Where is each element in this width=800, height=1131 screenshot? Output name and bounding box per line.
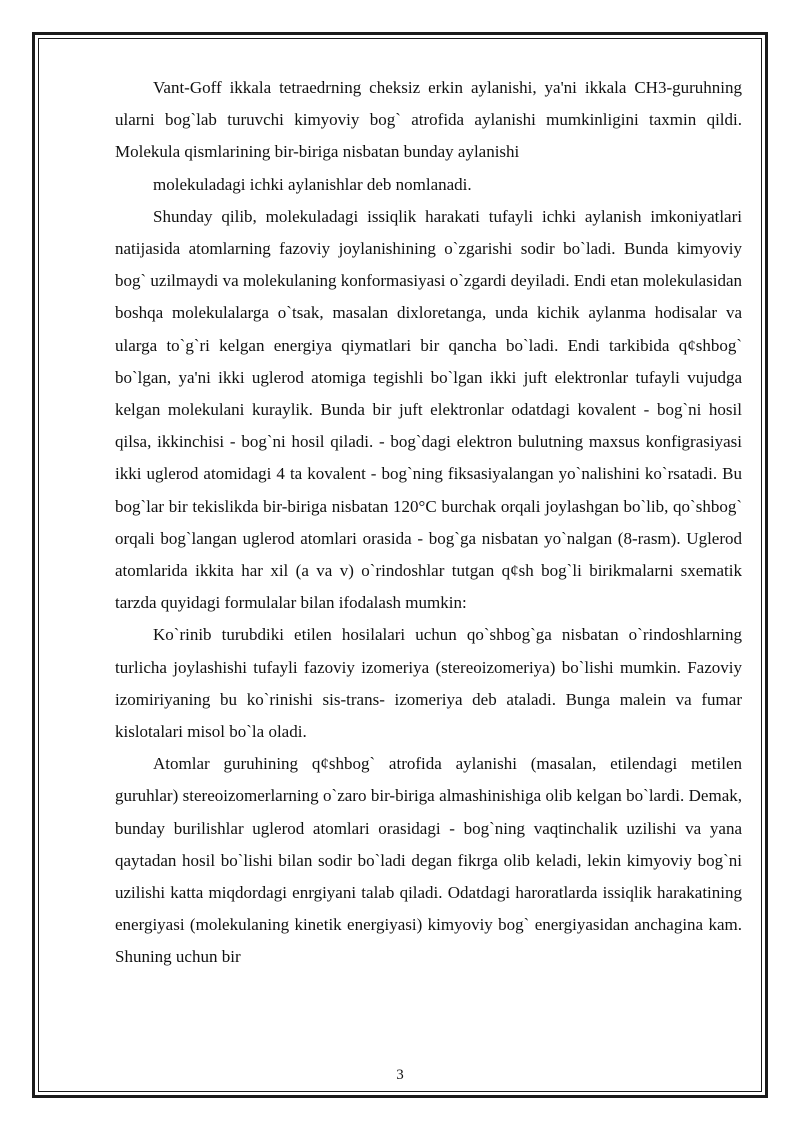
document-body xyxy=(115,72,742,974)
paragraph-conformation: Shunday qilib, molekuladagi issiqlik harakati tufayli ichki aylanish imkoniyatlari natijasida atomlarning fazoviy joylanishining o`zgarishi sodir bo`ladi. Bunda kimyoviy bog` uzilmaydi va molekulaning konformasiyasi o`zgardi deyiladi. Endi etan molekulasidan boshqa molekulalarga o`tsak, masalan dixloretanga, unda kichik aylanma hodisalar va ularga to`g`ri kelgan energiya qiymatlari bir qancha bo`ladi. Endi tarkibida q¢shbog` bo`lgan, ya'ni ikki uglerod atomiga tegishli bo`lgan ikki juft elektronlar tufayli vujudga kelgan molekulani kuraylik. Bunda bir juft elektronlar odatdagi kovalent - bog`ni hosil qilsa, ikkinchisi - bog`ni hosil qiladi. - bog`dagi elektron bulutning maxsus konfigrasiyasi ikki uglerod atomidagi 4 ta kovalent - bog`ning fiksasiyalangan yo`nalishini ko`rsatadi. Bu bog`lar bir tekislikda bir-biriga nisbatan 120°C burchak orqali joylashgan bo`lib, qo`shbog` orqali bog`langan uglerod atomlari orasida - bog`ga nisbatan yo`nalgan (8-rasm). Uglerod atomlarida ikkita har xil (a va v) o`rindoshlar tutgan q¢sh bog`li birikmalarni sxematik tarzda quyidagi formulalar bilan ifodalash mumkin: xyxy=(115,206,742,613)
page-number: 3 xyxy=(396,1067,404,1083)
paragraph-internal-rotation: molekuladagi ichki aylanishlar deb nomlanadi. xyxy=(153,174,472,194)
paragraph-stereoisomerism: Ko`rinib turubdiki etilen hosilalari uchun qo`shbog`ga nisbatan o`rindoshlarning turlicha joylashishi tufayli fazoviy izomeriya (stereoizomeriya) bo`lishi mumkin. Fazoviy izomiriyaning bu ko`rinishi sis-trans- izomeriya deb ataladi. Bunga malein va fumar kislotalari misol bo`la oladi. xyxy=(115,625,742,742)
paragraph-double-bond-rotation: Atomlar guruhining q¢shbog` atrofida aylanishi (masalan, etilendagi metilen guruhlar) stereoizomerlarning o`zaro bir-biriga almashinishiga olib kelgan bo`lardi. Demak, bunday burilishlar uglerod atomlari orasidagi - bog`ning vaqtinchalik uzilishi va yana qaytadan hosil bo`lishi bilan sodir bo`ladi degan fikrga olib keladi, lekin kimyoviy bog`ni uzilishi katta miqdordagi enrgiyani talab qiladi. Odatdagi haroratlarda issiqlik harakatining energiyasi (molekulaning kinetik energiyasi) kimyoviy bog` energiyasidan anchagina kam. Shuning uchun bir xyxy=(115,754,742,967)
paragraph-vant-goff: Vant-Goff ikkala tetraedrning cheksiz erkin aylanishi, ya'ni ikkala CH3-guruhning ularni bog`lab turuvchi kimyoviy bog` atrofida aylanishi mumkinligini taxmin qildi. Molekula qismlarining bir-biriga nisbatan bunday aylanishi xyxy=(115,78,742,162)
